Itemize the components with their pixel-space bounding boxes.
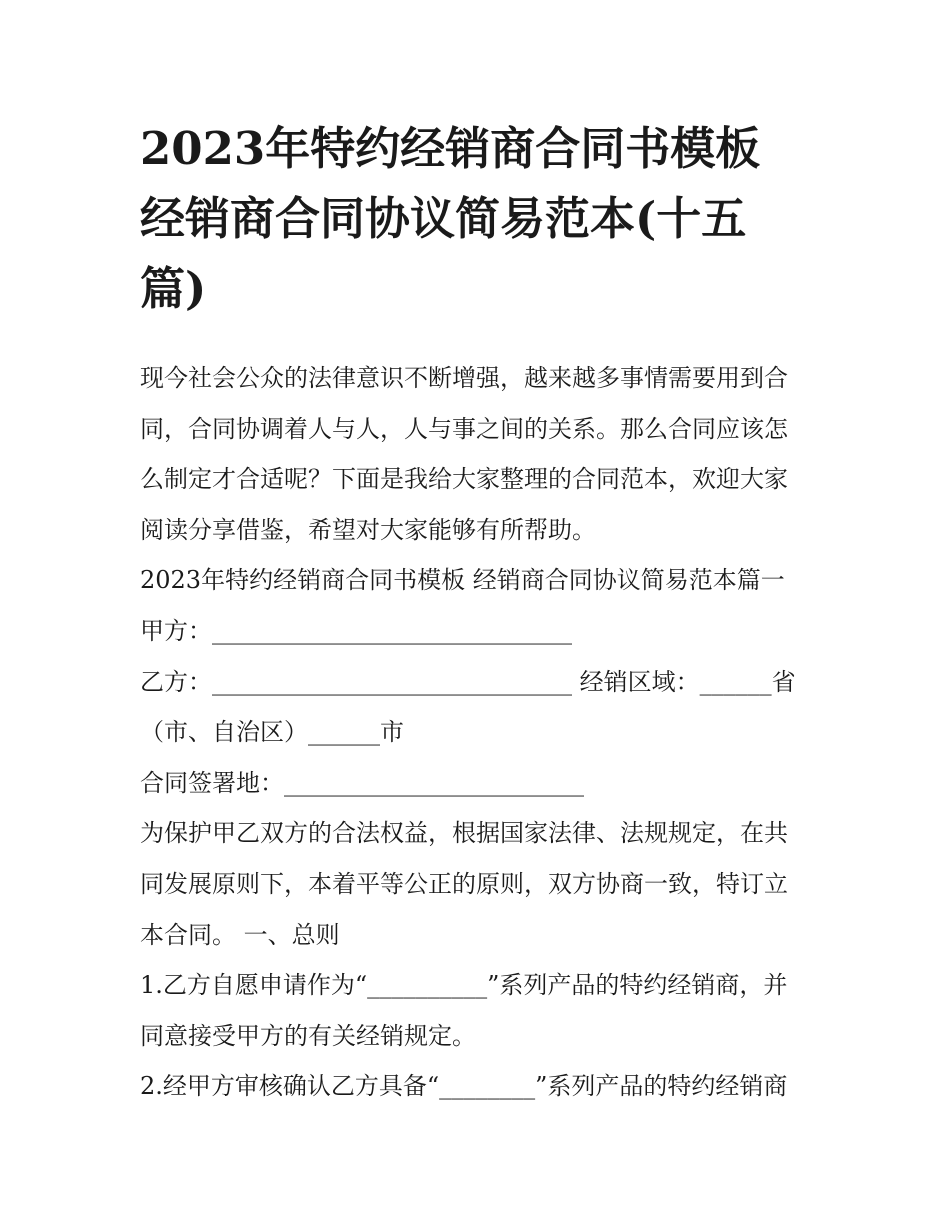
title-line-3: 篇) <box>140 262 207 315</box>
clause-2-line-1: 2.经甲方审核确认乙方具备“________”系列产品的特约经销商 <box>140 1072 788 1101</box>
signing-place-field: 合同签署地：_________________________ <box>140 768 584 797</box>
party-a-field: 甲方：______________________________ <box>140 616 572 645</box>
intro-line-2: 同，合同协调着人与人，人与事之间的关系。那么合同应该怎 <box>140 414 788 443</box>
preamble-line-2: 同发展原则下，本着平等公正的原则，双方协商一致，特订立 <box>140 869 788 898</box>
party-b-field: 乙方：______________________________ 经销区域：______省 <box>140 667 796 696</box>
preamble-line-3: 本合同。 一、总则 <box>140 920 340 949</box>
section-heading: 2023年特约经销商合同书模板 经销商合同协议简易范本篇一 <box>140 566 785 595</box>
title-line-2: 经销商合同协议简易范本(十五 <box>140 192 747 245</box>
intro-line-1: 现今社会公众的法律意识不断增强，越来越多事情需要用到合 <box>140 364 788 392</box>
region-field: （市、自治区）______市 <box>140 718 404 747</box>
title-line-1: 2023年特约经销商合同书模板 <box>140 122 761 175</box>
clause-1-line-2: 同意接受甲方的有关经销规定。 <box>140 1021 476 1050</box>
preamble-line-1: 为保护甲乙双方的合法权益，根据国家法律、法规规定，在共 <box>140 819 788 848</box>
document-title <box>140 114 830 324</box>
intro-line-4: 阅读分享借鉴，希望对大家能够有所帮助。 <box>140 515 596 544</box>
clause-1-line-1: 1.乙方自愿申请作为“__________”系列产品的特约经销商，并 <box>140 971 788 1000</box>
document-body <box>140 353 830 1112</box>
intro-line-3: 么制定才合适呢？下面是我给大家整理的合同范本，欢迎大家 <box>140 465 788 494</box>
